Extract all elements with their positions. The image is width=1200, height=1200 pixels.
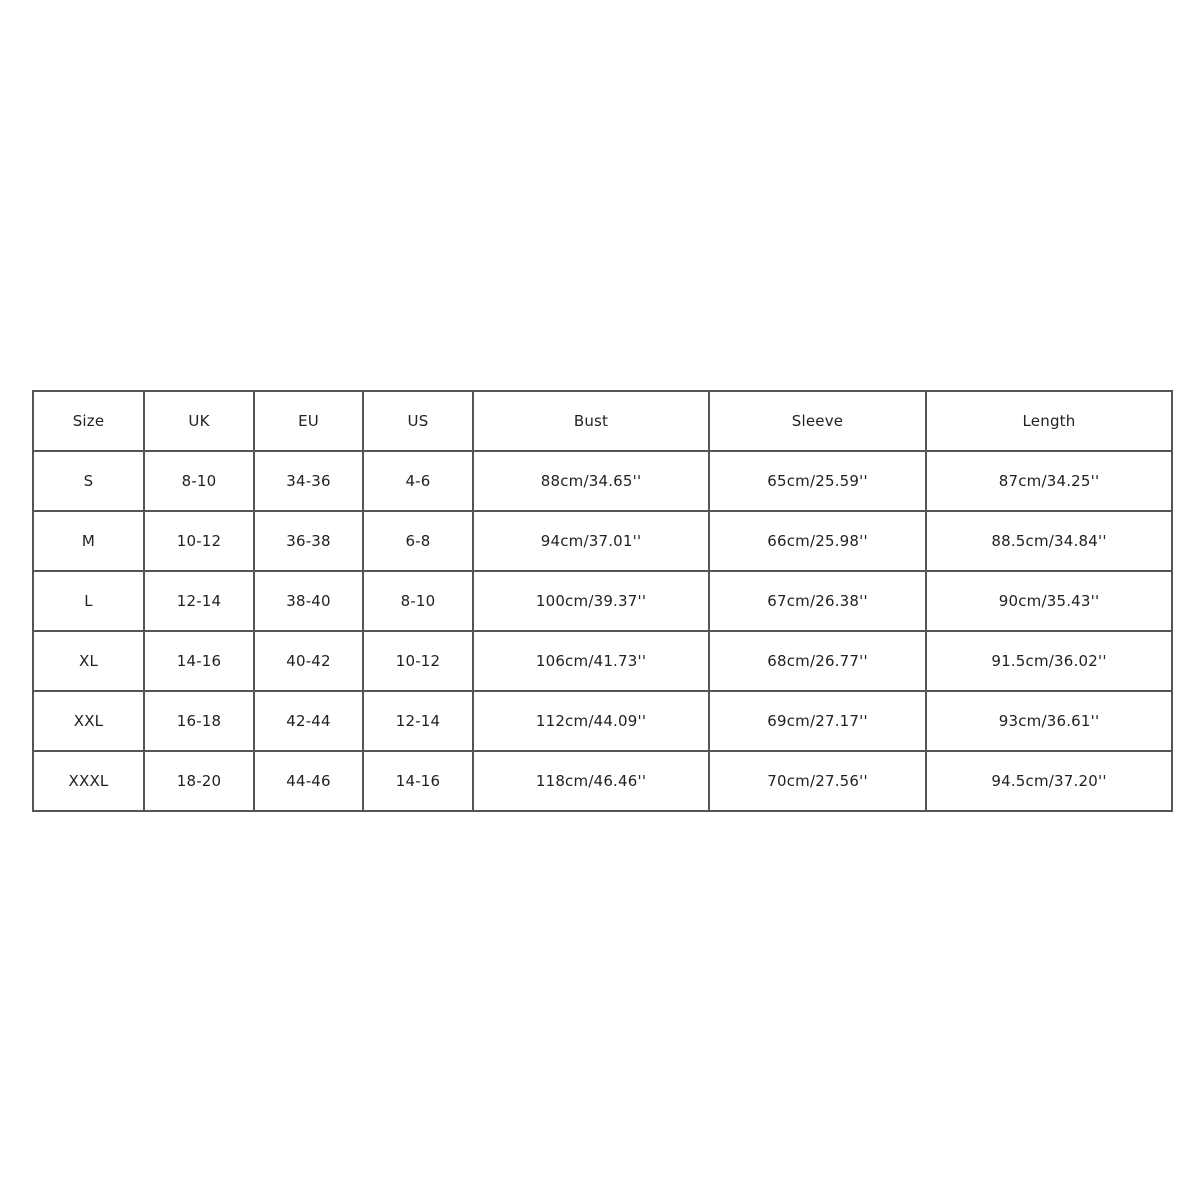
header-size: Size [33, 391, 144, 451]
cell-size: M [33, 511, 144, 571]
cell-length: 93cm/36.61'' [926, 691, 1172, 751]
cell-uk: 18-20 [144, 751, 254, 811]
cell-length: 87cm/34.25'' [926, 451, 1172, 511]
cell-us: 14-16 [363, 751, 473, 811]
cell-eu: 42-44 [254, 691, 363, 751]
cell-uk: 12-14 [144, 571, 254, 631]
cell-size: XXL [33, 691, 144, 751]
cell-size: S [33, 451, 144, 511]
cell-sleeve: 65cm/25.59'' [709, 451, 926, 511]
cell-sleeve: 69cm/27.17'' [709, 691, 926, 751]
cell-uk: 14-16 [144, 631, 254, 691]
cell-bust: 112cm/44.09'' [473, 691, 709, 751]
cell-length: 91.5cm/36.02'' [926, 631, 1172, 691]
cell-eu: 40-42 [254, 631, 363, 691]
cell-sleeve: 70cm/27.56'' [709, 751, 926, 811]
cell-bust: 106cm/41.73'' [473, 631, 709, 691]
cell-eu: 38-40 [254, 571, 363, 631]
cell-us: 10-12 [363, 631, 473, 691]
header-eu: EU [254, 391, 363, 451]
table-row [33, 451, 1172, 511]
cell-size: L [33, 571, 144, 631]
cell-bust: 100cm/39.37'' [473, 571, 709, 631]
table-row [33, 751, 1172, 811]
cell-uk: 8-10 [144, 451, 254, 511]
size-chart-table [32, 390, 1173, 812]
cell-size: XXXL [33, 751, 144, 811]
table-row [33, 631, 1172, 691]
cell-us: 4-6 [363, 451, 473, 511]
cell-sleeve: 68cm/26.77'' [709, 631, 926, 691]
cell-sleeve: 66cm/25.98'' [709, 511, 926, 571]
cell-eu: 44-46 [254, 751, 363, 811]
table-row [33, 511, 1172, 571]
cell-bust: 94cm/37.01'' [473, 511, 709, 571]
cell-length: 94.5cm/37.20'' [926, 751, 1172, 811]
table-row [33, 571, 1172, 631]
cell-eu: 34-36 [254, 451, 363, 511]
header-length: Length [926, 391, 1172, 451]
cell-eu: 36-38 [254, 511, 363, 571]
header-sleeve: Sleeve [709, 391, 926, 451]
header-row [33, 391, 1172, 451]
table-row [33, 691, 1172, 751]
cell-uk: 16-18 [144, 691, 254, 751]
cell-size: XL [33, 631, 144, 691]
header-us: US [363, 391, 473, 451]
cell-length: 88.5cm/34.84'' [926, 511, 1172, 571]
cell-us: 6-8 [363, 511, 473, 571]
cell-us: 12-14 [363, 691, 473, 751]
cell-bust: 88cm/34.65'' [473, 451, 709, 511]
header-bust: Bust [473, 391, 709, 451]
cell-length: 90cm/35.43'' [926, 571, 1172, 631]
cell-sleeve: 67cm/26.38'' [709, 571, 926, 631]
cell-bust: 118cm/46.46'' [473, 751, 709, 811]
cell-uk: 10-12 [144, 511, 254, 571]
cell-us: 8-10 [363, 571, 473, 631]
header-uk: UK [144, 391, 254, 451]
